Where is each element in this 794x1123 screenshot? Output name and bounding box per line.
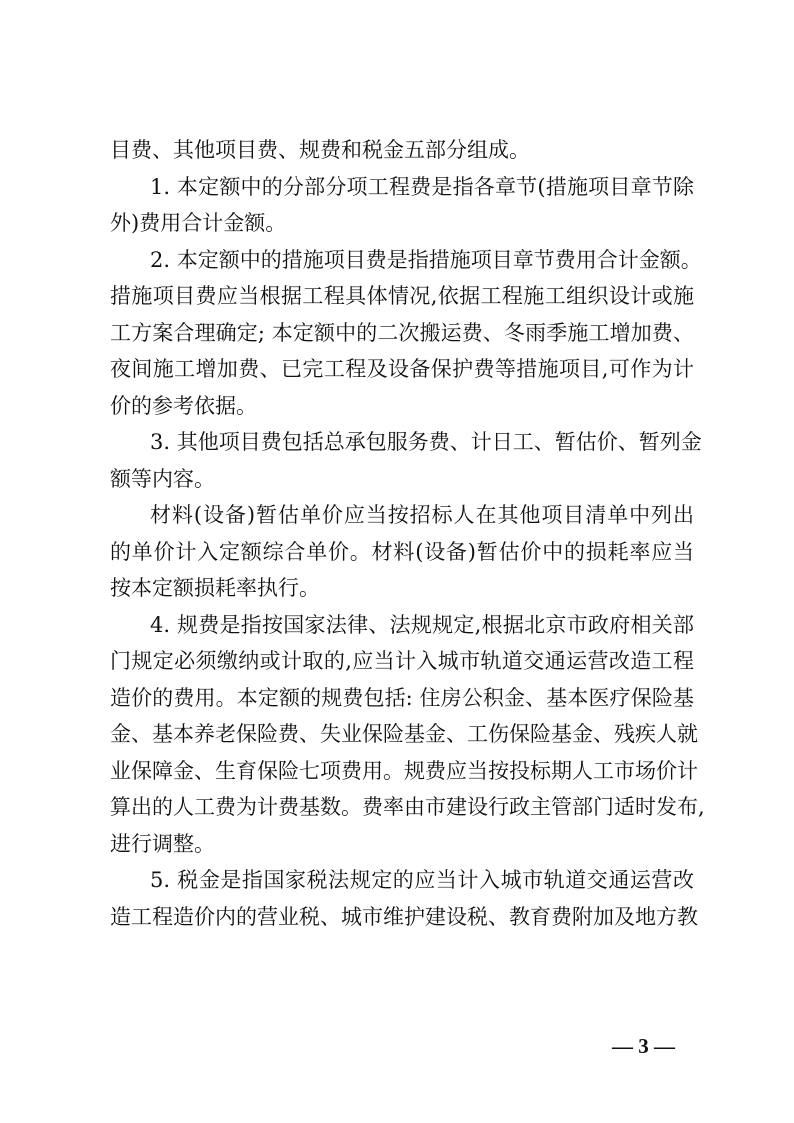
text-line: 2. 本定额中的措施项目费是指措施项目章节费用合计金额。	[150, 247, 702, 272]
text-line: 门规定必须缴纳或计取的,应当计入城市轨道交通运营改造工程	[110, 649, 694, 673]
text-line: 1. 本定额中的分部分项工程费是指各章节(措施项目章节除	[150, 174, 694, 199]
text-line: 外)费用合计金额。	[110, 211, 287, 235]
text-line: 的单价计入定额综合单价。材料(设备)暂估价中的损耗率应当	[110, 539, 694, 564]
text-line: 价的参考依据。	[110, 393, 257, 418]
body-text	[110, 132, 705, 935]
text-line: 进行调整。	[110, 831, 215, 856]
text-line: 材料(设备)暂估单价应当按招标人在其他项目清单中列出	[150, 503, 694, 527]
text-line: 4. 规费是指按国家法律、法规规定,根据北京市政府相关部	[150, 612, 694, 637]
text-line: 夜间施工增加费、已完工程及设备保护费等措施项目,可作为计	[110, 357, 694, 381]
text-line: 5. 税金是指国家税法规定的应当计入城市轨道交通运营改	[150, 868, 694, 892]
text-line: 目费、其他项目费、规费和税金五部分组成。	[110, 138, 530, 162]
text-line: 措施项目费应当根据工程具体情况,依据工程施工组织设计或施	[110, 284, 694, 308]
page-number: — 3 —	[612, 1034, 675, 1058]
text-line: 额等内容。	[110, 466, 215, 491]
text-line: 造价的费用。本定额的规费包括: 住房公积金、基本医疗保险基	[110, 685, 694, 710]
text-line: 造工程造价内的营业税、城市维护建设税、教育费附加及地方教	[110, 904, 698, 929]
text-line: 算出的人工费为计费基数。费率由市建设行政主管部门适时发布,	[110, 795, 705, 819]
text-line: 金、基本养老保险费、失业保险基金、工伤保险基金、残疾人就	[110, 722, 698, 746]
text-line: 业保障金、生育保险七项费用。规费应当按投标期人工市场价计	[110, 758, 698, 783]
text-line: 工方案合理确定; 本定额中的二次搬运费、冬雨季施工增加费、	[110, 320, 694, 345]
text-line: 3. 其他项目费包括总承包服务费、计日工、暂估价、暂列金	[150, 430, 702, 454]
text-line: 按本定额损耗率执行。	[110, 576, 320, 600]
